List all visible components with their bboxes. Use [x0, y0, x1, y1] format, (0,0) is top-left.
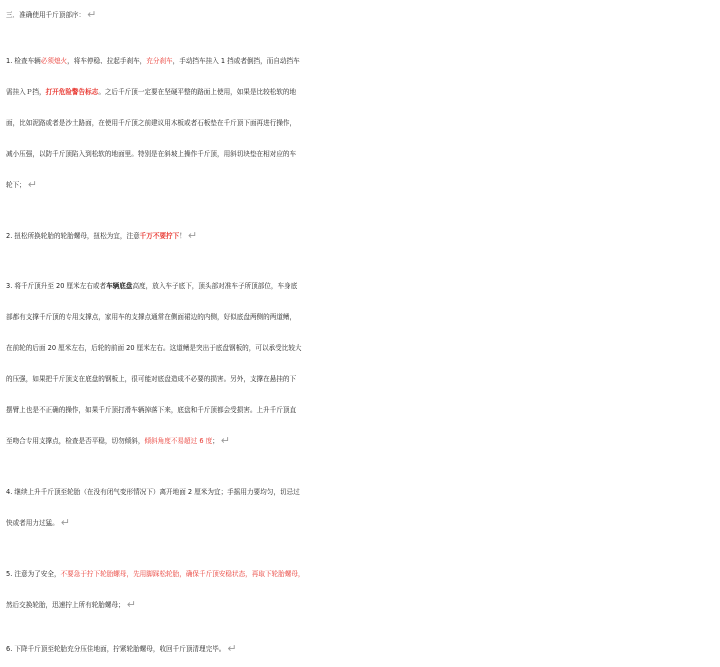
step1-text: 面，比如泥路或者是沙土路面，在使用千斤顶之前建议用木板或者石板垫在千斤顶下面再进行操作，: [6, 119, 297, 127]
step1-line4: [6, 141, 718, 167]
step5-line2: [6, 592, 718, 618]
step5-emphasis-safety: 不要急于拧下轮胎螺母，先用脚踩松轮胎，确保千斤顶安稳状态，再取下轮胎螺母，: [60, 570, 305, 578]
step1-text: 轮下；: [6, 181, 26, 189]
step1-line5: [6, 172, 718, 198]
step1-text: 减小压强，以防千斤顶陷入到松软的地面里。特别是在斜坡上操作千斤顶，用斜切块垫在相对应的车: [6, 150, 297, 158]
step3-text: ；: [212, 437, 219, 445]
heading-text: 三．准确使用千斤顶部序：: [6, 11, 86, 19]
step6-text: 6. 下降千斤顶至轮胎充分压住地面，拧紧轮胎螺母，收回千斤顶清理完毕。: [6, 645, 226, 653]
step4-line2: [6, 510, 718, 536]
step2-text: ！: [179, 232, 186, 240]
step4-text: 快或者用力过猛。: [6, 519, 59, 527]
step1-emphasis-full-brake: 充分刹车: [146, 57, 173, 65]
step3-line1: [6, 273, 718, 299]
step4-text: 4. 继续上升千斤顶至轮胎（在没有闭气变形情况下）离开地面 2 厘米为宜；手摇用力要均匀，切忌过: [6, 488, 300, 496]
step3-text: 高度，放入车子底下，顶头部对准车子所顶部位，车身底: [132, 282, 298, 290]
step3-emphasis-tilt-angle: 倾斜角度不易超过 6 度: [144, 437, 213, 445]
step3-text: 摆臂上也是不正确的操作，如果千斤顶打滑车辆掉落下来，底盘和千斤顶都会受损害。上升千斤顶直: [6, 406, 297, 414]
step2-text: 2. 扭松所换轮胎的轮胎螺母，扭松为宜，注意: [6, 232, 140, 240]
paragraph-mark: ↵: [227, 642, 237, 655]
step2-line1: [6, 223, 718, 249]
paragraph-mark: ↵: [220, 434, 231, 447]
step1-emphasis-hazard-lights: 打开危险警告标志: [45, 88, 99, 96]
step3-text: 至吻合专用支撑点，检查是否平稳，切勿倾斜，: [6, 437, 145, 445]
step5-text: 5. 注意为了安全，: [6, 570, 61, 578]
step3-text: 部都有支撑千斤顶的专用支撑点，家用车的支撑点通常在侧面裙边的内侧，好似底盘两侧的两道鳍，: [6, 313, 297, 321]
step3-emphasis-chassis: 车辆底盘: [106, 282, 133, 290]
step3-line4: [6, 366, 718, 392]
step1-text: 1. 检查车辆: [6, 57, 41, 65]
step1-emphasis-must-turn-off: 必须熄火: [40, 57, 68, 65]
section-heading: [6, 2, 718, 28]
step5-text: 然后交换轮胎，迅速拧上所有轮胎螺母；: [6, 601, 125, 609]
step3-line5: [6, 397, 718, 423]
paragraph-mark: ↵: [27, 178, 37, 191]
step3-text: 的压强，如果把千斤顶支在底盘的钢板上，很可能对底盘造成不必要的损害。另外，支撑在悬挂的下: [6, 375, 297, 383]
step1-text: 。之后千斤顶一定要在坚硬平整的路面上使用，如果是比较松软的地: [98, 88, 297, 96]
step3-text: 3. 将千斤顶升至 20 厘米左右或者: [6, 282, 107, 290]
step1-line1: [6, 48, 718, 74]
step1-line2: [6, 79, 718, 105]
step4-line1: [6, 479, 718, 505]
paragraph-mark: ↵: [187, 229, 198, 242]
step3-line2: [6, 304, 718, 330]
step3-line6: [6, 428, 718, 454]
step5-line1: [6, 561, 718, 587]
step1-text: 需挂入Ｐ挡，: [6, 88, 46, 96]
step1-line3: [6, 110, 718, 136]
step1-text: ，手动挡车挂入 1 挡或者倒挡，而自动挡车: [172, 57, 300, 65]
paragraph-mark: ↵: [60, 516, 70, 529]
step1-text: ，将车停稳、拉起手刹车，: [67, 57, 147, 65]
step6-line1: [6, 636, 718, 662]
step2-emphasis-do-not-remove: 千万不要拧下: [139, 232, 180, 240]
paragraph-mark: ↵: [126, 598, 136, 611]
step3-text: 在前轮的后面 20 厘米左右，后轮的前面 20 厘米左右。这道鳍是突出于底盘钢板的，可以承受比较大: [6, 344, 302, 352]
paragraph-mark: ↵: [87, 8, 97, 21]
step3-line3: [6, 335, 718, 361]
